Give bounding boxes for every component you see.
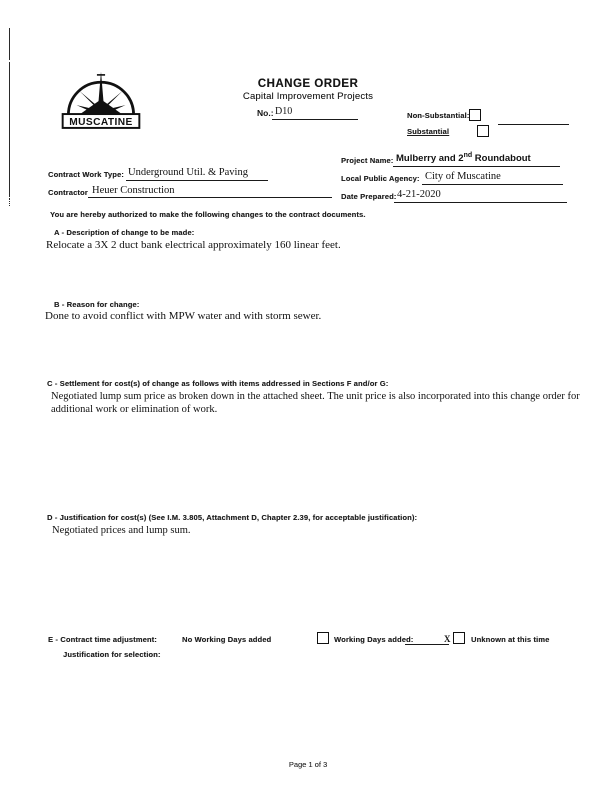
section-c-value: Negotiated lump sum price as broken down in the attached sheet. The unit price is also incorporated into this change order for additional work or elimination of work. (51, 391, 580, 415)
project-name-part: Mulberry and 2 (396, 153, 464, 165)
section-c-label: C - Settlement for cost(s) of change as follows with items addressed in Sections F and/or G: (47, 379, 389, 388)
scan-artifact-line (9, 198, 11, 206)
contract-work-type-value: Underground Util. & Paving (128, 167, 248, 178)
date-prepared-line (394, 202, 567, 203)
project-name-part: Roundabout (472, 153, 531, 165)
page-indicator: Page 1 of 3 (288, 760, 328, 769)
authorization-text: You are hereby authorized to make the following changes to the contract documents. (50, 210, 366, 219)
date-prepared-label: Date Prepared: (341, 192, 397, 201)
local-public-agency-value: City of Muscatine (425, 171, 501, 182)
unknown-at-this-time-label: Unknown at this time (471, 635, 550, 644)
contractor-label: Contractor (48, 188, 88, 197)
substantial-label: Substantial (407, 127, 450, 136)
order-number-value: D10 (275, 106, 293, 117)
project-name-ordinal: nd (463, 152, 473, 159)
contractor-line (88, 197, 332, 198)
project-name-value (396, 152, 531, 164)
section-b-value: Done to avoid conflict with MPW water and with storm sewer. (45, 310, 322, 322)
section-e-label: E - Contract time adjustment: (48, 635, 157, 644)
non-substantial-label: Non-Substantial: (407, 111, 470, 120)
non-substantial-checkbox[interactable] (469, 109, 481, 121)
working-days-added-checkbox[interactable] (317, 632, 329, 644)
local-public-agency-label: Local Public Agency: (341, 174, 420, 183)
section-d-value: Negotiated prices and lump sum. (52, 525, 191, 536)
substantial-checkbox[interactable] (477, 125, 489, 137)
date-prepared-value: 4-21-2020 (397, 189, 441, 200)
logo-text: MUSCATINE (69, 117, 133, 129)
local-public-agency-line (422, 184, 563, 185)
unknown-x-mark: X (444, 634, 451, 644)
project-name-line (393, 166, 560, 167)
no-working-days-label: No Working Days added (182, 635, 272, 644)
document-title: CHANGE ORDER (257, 78, 359, 90)
justification-for-selection-label: Justification for selection: (63, 650, 161, 659)
contractor-value: Heuer Construction (92, 185, 175, 196)
section-a-value: Relocate a 3X 2 duct bank electrical approximately 160 linear feet. (46, 239, 341, 251)
section-d-label: D - Justification for cost(s) (See I.M. 3.805, Attachment D, Chapter 2.39, for acceptable justification): (47, 513, 418, 522)
section-a-label: A - Description of change to be made: (54, 228, 195, 237)
contract-work-type-label: Contract Work Type: (48, 170, 124, 179)
order-number-line (272, 119, 358, 120)
section-b-label: B - Reason for change: (54, 300, 140, 309)
order-number-label: No.: (257, 108, 274, 118)
blank-line (498, 124, 569, 125)
contract-work-type-line (126, 180, 268, 181)
project-name-label: Project Name: (341, 156, 394, 165)
document-subtitle: Capital Improvement Projects (242, 91, 374, 102)
scan-artifact-line (9, 28, 10, 60)
unknown-checkbox[interactable] (453, 632, 465, 644)
working-days-blank-line (405, 644, 449, 645)
working-days-added-label: Working Days added: (334, 635, 414, 644)
